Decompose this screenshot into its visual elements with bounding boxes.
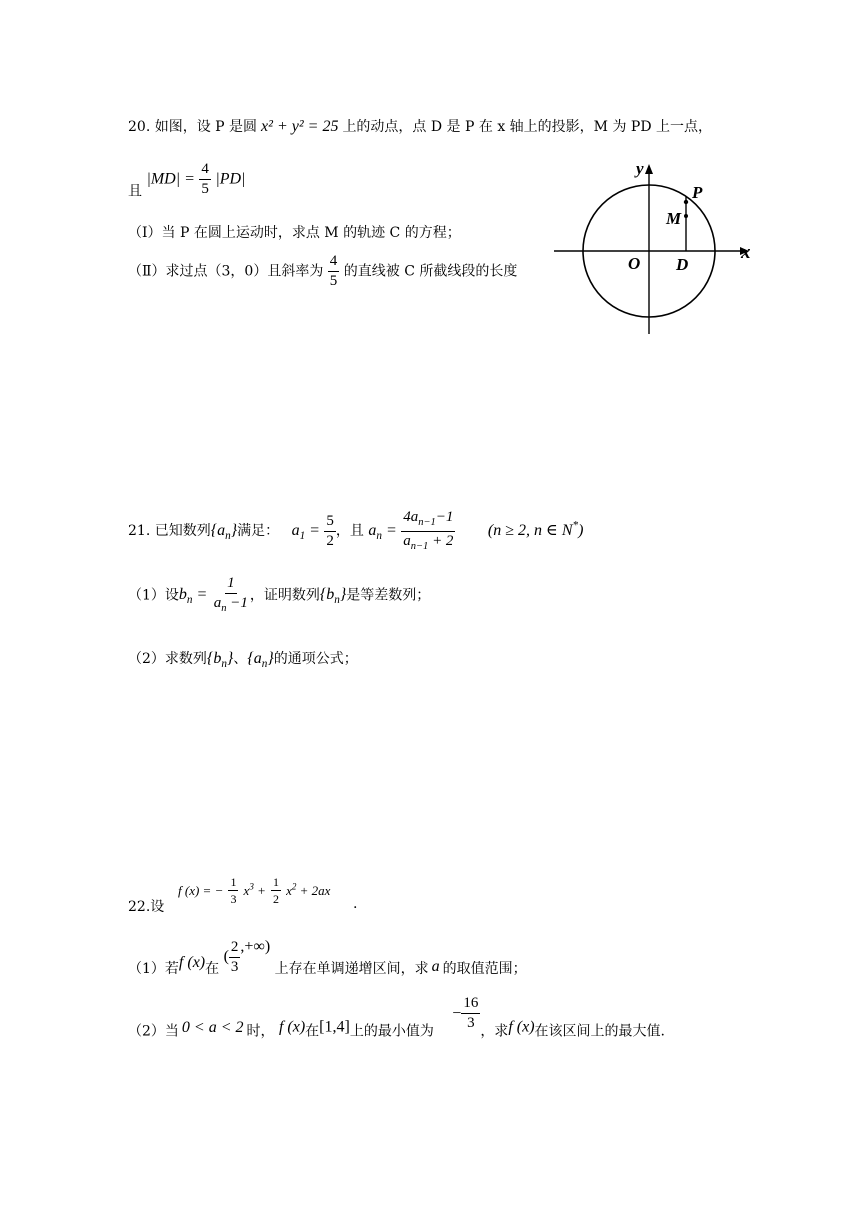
problem-22-q2: （2）当 0 < a < 2 时， f (x)在[1,4]上的最小值为 − $\frac{16}{3}$ ，求f (x)在该区间上的最大值. — [128, 995, 665, 1040]
label-y: y — [636, 159, 644, 178]
label-x: x — [741, 242, 751, 263]
problem-20-condition: 且 |MD| = $\frac{4}{5}$ |PD| — [128, 161, 246, 200]
problem-20-q2: （Ⅱ）求过点（3，0）且斜率为 $\frac{4}{5}$ 的直线被 C 所截线段的长度 — [128, 253, 518, 289]
problem-21-line1: 21. 已知数列$\{a_n\}$满足： $a_1$ = $\frac{5}{2}$ ，且 $a_n$ = $\frac{4a_{n-1}-1}{a_{n-1} + 2}$ (n ≥ 2, n ∈ N*) — [128, 509, 584, 552]
problem-22-func: f (x) = − $\frac{1}{3}$ $x^3$ + $\frac{1}{2}$ $x^2 + 2ax$ — [178, 875, 331, 906]
circle-figure — [552, 158, 762, 338]
problem-22-q1: （1）若f (x)在 ( $\frac{2}{3}$ ,+∞) 上存在单调递增区间，求 a 的取值范围； — [128, 938, 527, 977]
circle-equation: x² + y² = 25 — [261, 118, 339, 135]
problem-20-line1: 20. 如图，设 P 是圆 x² + y² = 25 上的动点，点 D 是 P 在 x 轴上的投影，M 为 PD 上一点， — [128, 118, 713, 135]
problem-22-intro: 22.设 — [128, 899, 165, 915]
problem-21-q1: （1）设$b_n$ = $\frac{1}{a_n -1}$ ，证明数列$\{b_n\}$是等差数列； — [128, 575, 431, 614]
label-D: D — [676, 255, 689, 274]
label-O: O — [628, 254, 641, 273]
label-M: M — [666, 209, 682, 228]
label-P: P — [692, 183, 703, 202]
problem-22-dot: . — [353, 896, 358, 912]
problem-21-q2: （2）求数列$\{b_n\}$、$\{a_n\}$的通项公式； — [128, 650, 358, 671]
fraction-4-5: $\frac{4}{5}$ — [201, 161, 209, 197]
recurrence-fraction: $\frac{4a_{n-1}-1}{a_{n-1} + 2}$ — [403, 509, 454, 552]
problem-20-q1: （Ⅰ）当 P 在圆上运动时，求点 M 的轨迹 C 的方程； — [128, 225, 461, 241]
